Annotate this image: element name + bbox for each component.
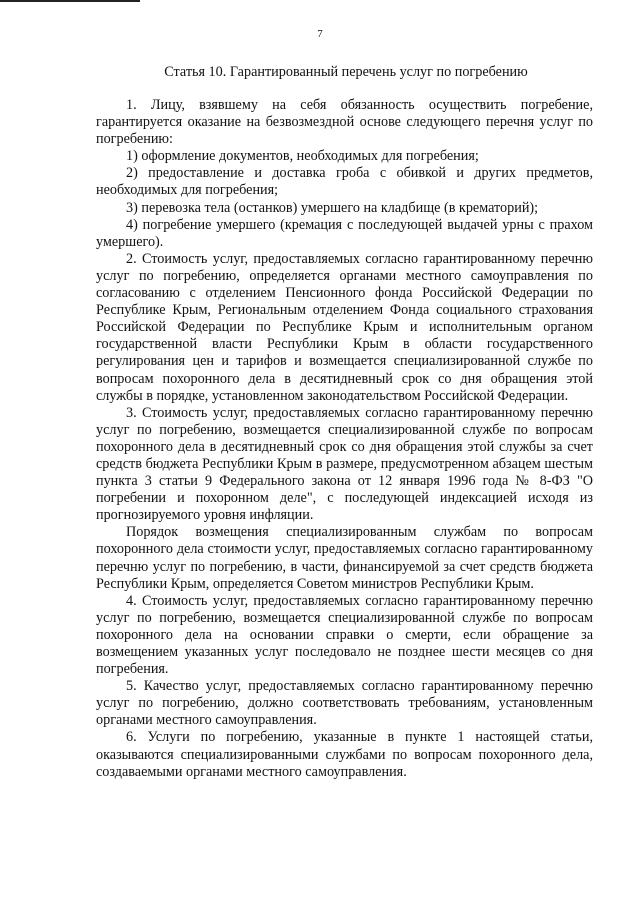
paragraph-4: 4. Стоимость услуг, предоставляемых согласно гарантированному перечню услуг по погребению, возмещается специализированной службе по вопросам похоронного дела на основании справки о смерти, если обращение за возмещением указанных услуг последовало не позднее шести месяцев со дня погребения.: [96, 592, 593, 678]
top-divider: [0, 0, 140, 2]
list-item-1: 1) оформление документов, необходимых для погребения;: [126, 148, 479, 165]
paragraph-1: 1. Лицу, взявшему на себя обязанность осуществить погребение, гарантируется оказание на безвозмездной основе следующего перечня услуг по погребению:: [96, 97, 593, 148]
page-number: 7: [317, 28, 323, 40]
paragraph-3: 3. Стоимость услуг, предоставляемых согласно гарантированному перечню услуг по погребению, возмещается специализированной службе по вопросам похоронного дела в десятидневный срок со дня обращения этой службы за счет средств бюджета Республики Крым в размере, предусмотренном абзацем шестым пункта 3 статьи 9 Федерального закона от 12 января 1996 года № 8-ФЗ "О погребении и похоронном деле", с последующей индексацией исходя из прогнозируемого уровня инфляции.: [96, 404, 593, 524]
list-item-3: 3) перевозка тела (останков) умершего на кладбище (в крематорий);: [126, 199, 539, 216]
article-body: [96, 97, 593, 781]
paragraph-3-procedure: Порядок возмещения специализированным службам по вопросам похоронного дела стоимости услуг, предоставляемых согласно гарантированному перечню услуг по погребению, в части, финансируемой за счет средств бюджета Республики Крым, определяется Советом министров Республики Крым.: [96, 524, 593, 592]
paragraph-5: 5. Качество услуг, предоставляемых согласно гарантированному перечню услуг по погребению, должно соответствовать требованиям, установленным органами местного самоуправления.: [96, 678, 593, 729]
paragraph-2: 2. Стоимость услуг, предоставляемых согласно гарантированному перечню услуг по погребению, определяется органами местного самоуправления по согласованию с отделением Пенсионного фонда Российской Федерации по Республике Крым, Региональным отделением Фонда социального страхования Российской Федерации по Республике Крым и исполнительным органом государственной власти Республики Крым в области государственного регулирования цен и тарифов и возмещается специализированной службе по вопросам похоронного дела в десятидневный срок со дня обращения этой службы в порядке, установленном законодательством Российской Федерации.: [96, 250, 593, 404]
list-item-2: 2) предоставление и доставка гроба с обивкой и других предметов, необходимых для погребения;: [96, 165, 593, 199]
paragraph-6: 6. Услуги по погребению, указанные в пункте 1 настоящей статьи, оказываются специализированными службами по вопросам похоронного дела, создаваемыми органами местного самоуправления.: [96, 729, 593, 780]
list-item-4: 4) погребение умершего (кремация с последующей выдачей урны с прахом умершего).: [96, 216, 593, 250]
article-title: Статья 10. Гарантированный перечень услуг по погребению: [164, 64, 528, 80]
